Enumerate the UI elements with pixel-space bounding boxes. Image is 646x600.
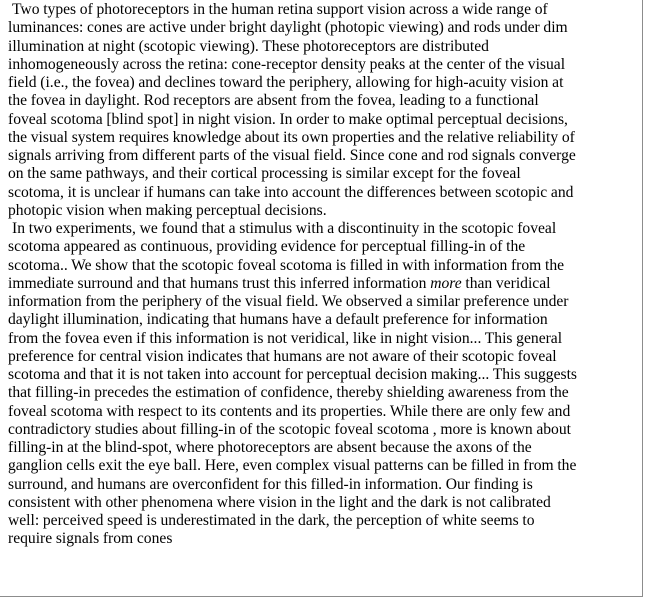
text-line: scotoma appeared as continuous, providing evidence for perceptual filling-in of the	[8, 238, 526, 256]
emphasis-word: more	[430, 274, 462, 292]
text-line: consistent with other phenomena where vision in the light and the dark is not calibrated	[8, 493, 551, 511]
text-line: the fovea in daylight. Rod receptors are absent from the fovea, leading to a functional	[8, 92, 539, 110]
text-line: contradictory studies about filling-in of the scotopic foveal scotoma , more is known about	[8, 420, 571, 438]
text-line: information from the periphery of the visual field. We observed a similar preference under	[8, 293, 569, 310]
text-line: from the fovea even if this information is not veridical, like in night vision... This general	[8, 329, 563, 347]
text-line: the visual system requires knowledge about its own properties and the relative reliability of	[8, 128, 575, 146]
text-line-with-emphasis	[4, 275, 636, 293]
text-line: that filling-in precedes the estimation of confidence, thereby shielding awareness from the	[8, 384, 569, 402]
text-line: foveal scotoma [blind spot] in night vision. In order to make optimal perceptual decisions,	[8, 110, 568, 128]
paragraph-1	[4, 1, 636, 220]
text-line: ganglion cells exit the eye ball. Here, even complex visual patterns can be filled in from the	[8, 457, 577, 475]
text-line: scotoma.. We show that the scotopic foveal scotoma is filled in with information from the	[8, 256, 565, 274]
text-line: Two types of photoreceptors in the human retina support vision across a wide range of	[12, 1, 548, 18]
text-line: In two experiments, we found that a stimulus with a discontinuity in the scotopic foveal	[12, 220, 557, 237]
paragraph-2	[4, 220, 636, 549]
text-line: well: perceived speed is underestimated in the dark, the perception of white seems to	[8, 512, 535, 529]
text-line: preference for central vision indicates that humans are not aware of their scotopic foveal	[8, 347, 557, 365]
text-segment: immediate surround and that humans trust this inferred information	[8, 274, 427, 292]
text-line: illumination at night (scotopic viewing). These photoreceptors are distributed	[8, 37, 489, 55]
text-line: luminances: cones are active under bright daylight (photopic viewing) and rods under dim	[8, 19, 568, 37]
text-line: foveal scotoma with respect to its contents and its properties. While there are only few and	[8, 402, 571, 420]
text-line: on the same pathways, and their cortical processing is similar except for the foveal	[8, 165, 521, 183]
text-line: filling-in at the blind-spot, where photoreceptors are absent because the axons of the	[8, 439, 532, 456]
text-line: signals arriving from different parts of the visual field. Since cone and rod signals converge	[8, 147, 576, 164]
text-line: scotoma and that it is not taken into account for perceptual decision making... This suggests	[8, 366, 577, 383]
text-line: scotoma, it is unclear if humans can take into account the differences between scotopic and	[8, 183, 574, 201]
text-line: field (i.e., the fovea) and declines toward the periphery, allowing for high-acuity vision at	[8, 74, 564, 91]
text-line: surround, and humans are overconfident for this filled-in information. Our finding is	[8, 475, 533, 493]
text-line: inhomogeneously across the retina: cone-receptor density peaks at the center of the visual	[8, 55, 566, 73]
text-line: daylight illumination, indicating that humans have a default preference for information	[8, 311, 548, 329]
text-line: require signals from cones	[8, 530, 173, 548]
text-segment: than veridical	[461, 274, 551, 292]
text-line: photopic vision when making perceptual decisions.	[8, 201, 327, 219]
